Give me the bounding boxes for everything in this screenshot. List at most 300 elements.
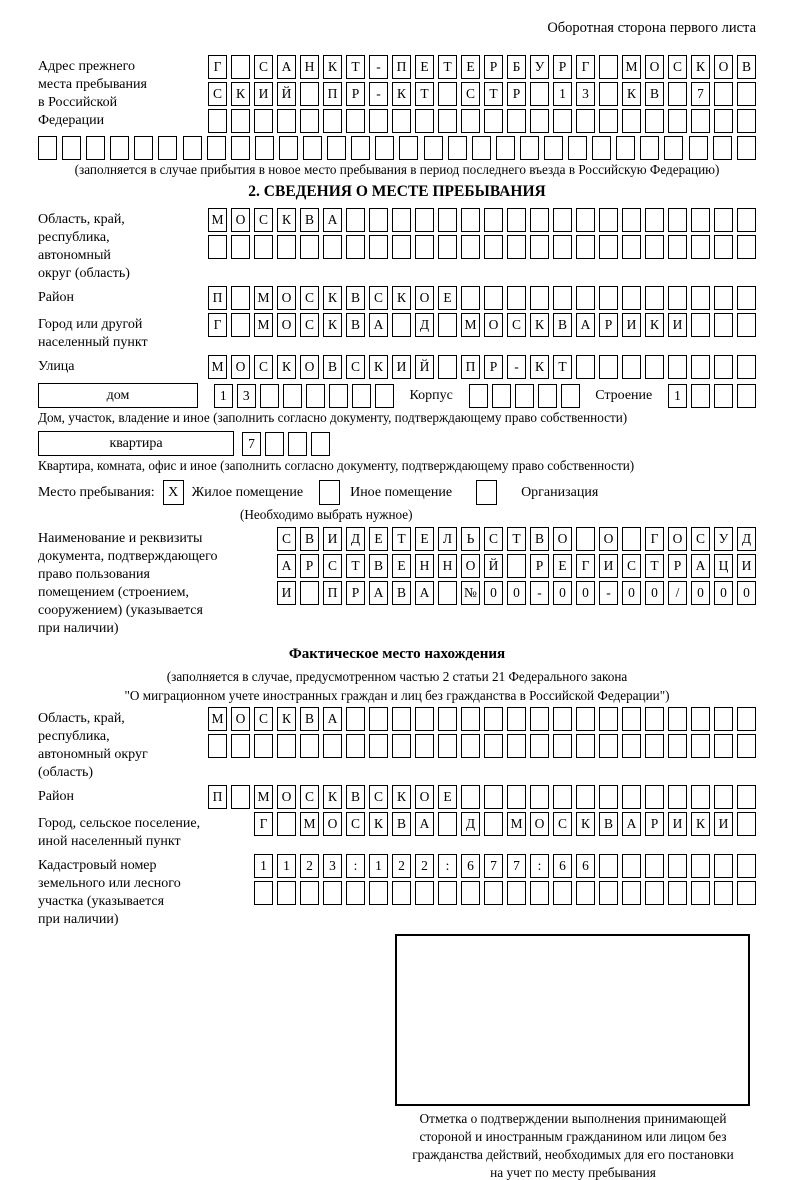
char-cell[interactable] (484, 881, 503, 905)
char-cell[interactable]: Р (599, 313, 618, 337)
char-cell[interactable] (438, 707, 457, 731)
char-cell[interactable] (392, 313, 411, 337)
char-cell[interactable]: О (553, 527, 572, 551)
char-cell[interactable]: Р (484, 355, 503, 379)
char-cell[interactable] (599, 109, 618, 133)
char-cell[interactable] (622, 707, 641, 731)
char-cell[interactable]: 1 (668, 384, 687, 408)
char-cell[interactable] (645, 854, 664, 878)
char-cell[interactable]: С (622, 554, 641, 578)
char-cell[interactable] (86, 136, 105, 160)
char-cell[interactable]: П (208, 286, 227, 310)
char-cell[interactable]: - (369, 82, 388, 106)
char-cell[interactable] (691, 235, 710, 259)
char-cell[interactable] (713, 136, 732, 160)
char-cell[interactable]: В (300, 208, 319, 232)
char-cell[interactable]: А (691, 554, 710, 578)
char-cell[interactable] (323, 235, 342, 259)
char-cell[interactable] (300, 734, 319, 758)
char-cell[interactable]: Д (415, 313, 434, 337)
char-cell[interactable] (438, 235, 457, 259)
char-cell[interactable] (438, 581, 457, 605)
char-cell[interactable]: С (254, 55, 273, 79)
char-cell[interactable] (576, 707, 595, 731)
char-cell[interactable]: О (231, 707, 250, 731)
char-cell[interactable] (645, 881, 664, 905)
char-cell[interactable] (231, 109, 250, 133)
char-cell[interactable] (691, 707, 710, 731)
char-cell[interactable]: С (507, 313, 526, 337)
char-cell[interactable] (645, 286, 664, 310)
char-cell[interactable]: В (392, 581, 411, 605)
char-cell[interactable]: 1 (214, 384, 233, 408)
char-cell[interactable] (424, 136, 443, 160)
char-cell[interactable] (691, 785, 710, 809)
char-cell[interactable] (576, 527, 595, 551)
char-cell[interactable] (507, 881, 526, 905)
char-cell[interactable] (492, 384, 511, 408)
char-cell[interactable] (346, 881, 365, 905)
char-cell[interactable]: 2 (415, 854, 434, 878)
char-cell[interactable]: К (530, 313, 549, 337)
char-cell[interactable] (415, 734, 434, 758)
char-cell[interactable]: Г (645, 527, 664, 551)
char-cell[interactable]: Й (415, 355, 434, 379)
char-cell[interactable]: В (323, 355, 342, 379)
char-cell[interactable] (714, 734, 733, 758)
char-cell[interactable]: К (323, 55, 342, 79)
char-cell[interactable] (392, 109, 411, 133)
char-cell[interactable]: Т (553, 355, 572, 379)
char-cell[interactable] (622, 734, 641, 758)
char-cell[interactable]: К (323, 286, 342, 310)
char-cell[interactable] (622, 881, 641, 905)
char-cell[interactable] (260, 384, 279, 408)
char-cell[interactable] (448, 136, 467, 160)
char-cell[interactable]: В (346, 313, 365, 337)
char-cell[interactable] (530, 881, 549, 905)
char-cell[interactable] (415, 881, 434, 905)
char-cell[interactable] (737, 785, 756, 809)
char-cell[interactable]: А (369, 313, 388, 337)
char-cell[interactable]: 0 (622, 581, 641, 605)
char-cell[interactable] (553, 235, 572, 259)
char-cell[interactable]: М (622, 55, 641, 79)
char-cell[interactable] (277, 235, 296, 259)
char-cell[interactable] (300, 109, 319, 133)
checkbox-other-premises[interactable] (319, 480, 340, 505)
char-cell[interactable] (231, 136, 250, 160)
char-cell[interactable]: Р (300, 554, 319, 578)
char-cell[interactable] (346, 109, 365, 133)
char-cell[interactable]: И (599, 554, 618, 578)
char-cell[interactable]: О (668, 527, 687, 551)
char-cell[interactable] (352, 384, 371, 408)
char-cell[interactable] (231, 734, 250, 758)
char-cell[interactable] (507, 286, 526, 310)
char-cell[interactable] (461, 286, 480, 310)
char-cell[interactable] (599, 707, 618, 731)
char-cell[interactable]: А (415, 812, 434, 836)
char-cell[interactable] (399, 136, 418, 160)
char-cell[interactable] (737, 313, 756, 337)
char-cell[interactable] (507, 785, 526, 809)
char-cell[interactable]: К (277, 707, 296, 731)
char-cell[interactable]: 6 (461, 854, 480, 878)
char-cell[interactable] (645, 785, 664, 809)
char-cell[interactable] (530, 785, 549, 809)
char-cell[interactable]: В (300, 527, 319, 551)
char-cell[interactable]: 7 (484, 854, 503, 878)
char-cell[interactable]: Г (576, 554, 595, 578)
char-cell[interactable] (438, 881, 457, 905)
char-cell[interactable]: И (714, 812, 733, 836)
char-cell[interactable]: Й (277, 82, 296, 106)
char-cell[interactable] (599, 881, 618, 905)
char-cell[interactable]: Е (438, 785, 457, 809)
char-cell[interactable] (279, 136, 298, 160)
char-cell[interactable]: С (484, 527, 503, 551)
char-cell[interactable] (520, 136, 539, 160)
char-cell[interactable]: А (622, 812, 641, 836)
char-cell[interactable]: В (530, 527, 549, 551)
char-cell[interactable]: К (576, 812, 595, 836)
char-cell[interactable]: С (369, 286, 388, 310)
char-cell[interactable] (507, 707, 526, 731)
char-cell[interactable]: 7 (507, 854, 526, 878)
char-cell[interactable] (737, 734, 756, 758)
char-cell[interactable] (346, 734, 365, 758)
char-cell[interactable] (110, 136, 129, 160)
char-cell[interactable]: Р (668, 554, 687, 578)
char-cell[interactable] (208, 734, 227, 758)
char-cell[interactable]: Р (346, 581, 365, 605)
char-cell[interactable] (208, 235, 227, 259)
char-cell[interactable]: А (415, 581, 434, 605)
char-cell[interactable]: К (392, 785, 411, 809)
char-cell[interactable] (484, 734, 503, 758)
char-cell[interactable] (369, 707, 388, 731)
char-cell[interactable] (208, 109, 227, 133)
char-cell[interactable]: О (277, 313, 296, 337)
char-cell[interactable] (461, 881, 480, 905)
char-cell[interactable]: В (300, 707, 319, 731)
char-cell[interactable] (668, 734, 687, 758)
char-cell[interactable]: Г (208, 313, 227, 337)
char-cell[interactable] (461, 785, 480, 809)
char-cell[interactable]: 1 (254, 854, 273, 878)
char-cell[interactable] (576, 785, 595, 809)
char-cell[interactable]: Р (346, 82, 365, 106)
char-cell[interactable] (714, 785, 733, 809)
char-cell[interactable] (300, 881, 319, 905)
char-cell[interactable] (300, 82, 319, 106)
char-cell[interactable] (438, 109, 457, 133)
char-cell[interactable] (351, 136, 370, 160)
char-cell[interactable]: О (415, 286, 434, 310)
char-cell[interactable] (689, 136, 708, 160)
char-cell[interactable] (369, 109, 388, 133)
char-cell[interactable]: О (645, 55, 664, 79)
char-cell[interactable]: М (208, 707, 227, 731)
char-cell[interactable] (714, 707, 733, 731)
char-cell[interactable] (507, 208, 526, 232)
char-cell[interactable]: Е (461, 55, 480, 79)
char-cell[interactable] (530, 109, 549, 133)
char-cell[interactable] (484, 286, 503, 310)
char-cell[interactable] (714, 82, 733, 106)
char-cell[interactable] (392, 734, 411, 758)
char-cell[interactable]: К (691, 55, 710, 79)
char-cell[interactable]: С (300, 785, 319, 809)
char-cell[interactable]: С (300, 313, 319, 337)
char-cell[interactable]: - (507, 355, 526, 379)
char-cell[interactable]: 7 (242, 432, 261, 456)
char-cell[interactable]: В (369, 554, 388, 578)
char-cell[interactable] (283, 384, 302, 408)
char-cell[interactable] (714, 881, 733, 905)
char-cell[interactable] (375, 384, 394, 408)
char-cell[interactable] (415, 235, 434, 259)
char-cell[interactable]: - (369, 55, 388, 79)
char-cell[interactable] (691, 109, 710, 133)
char-cell[interactable] (691, 286, 710, 310)
char-cell[interactable] (714, 286, 733, 310)
char-cell[interactable] (392, 208, 411, 232)
char-cell[interactable] (415, 208, 434, 232)
char-cell[interactable]: М (208, 355, 227, 379)
char-cell[interactable] (231, 313, 250, 337)
char-cell[interactable] (277, 812, 296, 836)
char-cell[interactable] (599, 854, 618, 878)
char-cell[interactable] (438, 208, 457, 232)
char-cell[interactable] (375, 136, 394, 160)
char-cell[interactable] (622, 527, 641, 551)
char-cell[interactable]: С (254, 707, 273, 731)
char-cell[interactable]: К (277, 355, 296, 379)
char-cell[interactable]: Р (645, 812, 664, 836)
char-cell[interactable] (668, 881, 687, 905)
char-cell[interactable]: К (369, 812, 388, 836)
char-cell[interactable]: О (599, 527, 618, 551)
char-cell[interactable] (599, 785, 618, 809)
char-cell[interactable] (622, 785, 641, 809)
char-cell[interactable]: 2 (300, 854, 319, 878)
char-cell[interactable]: М (254, 313, 273, 337)
char-cell[interactable] (622, 854, 641, 878)
char-cell[interactable] (645, 235, 664, 259)
char-cell[interactable]: 0 (714, 581, 733, 605)
char-cell[interactable]: О (461, 554, 480, 578)
char-cell[interactable]: В (737, 55, 756, 79)
char-cell[interactable]: П (392, 55, 411, 79)
checkbox-residential[interactable]: X (163, 480, 184, 505)
char-cell[interactable] (645, 355, 664, 379)
char-cell[interactable] (484, 707, 503, 731)
char-cell[interactable]: М (254, 286, 273, 310)
char-cell[interactable]: 0 (576, 581, 595, 605)
char-cell[interactable] (737, 82, 756, 106)
char-cell[interactable]: 0 (484, 581, 503, 605)
char-cell[interactable] (255, 136, 274, 160)
char-cell[interactable]: Т (438, 55, 457, 79)
char-cell[interactable] (530, 707, 549, 731)
char-cell[interactable] (38, 136, 57, 160)
char-cell[interactable] (484, 208, 503, 232)
char-cell[interactable]: И (668, 812, 687, 836)
char-cell[interactable]: Т (346, 554, 365, 578)
char-cell[interactable]: О (484, 313, 503, 337)
char-cell[interactable]: М (254, 785, 273, 809)
char-cell[interactable] (737, 109, 756, 133)
char-cell[interactable] (576, 881, 595, 905)
char-cell[interactable] (622, 355, 641, 379)
char-cell[interactable] (668, 286, 687, 310)
char-cell[interactable] (576, 235, 595, 259)
char-cell[interactable]: Е (415, 527, 434, 551)
char-cell[interactable] (530, 82, 549, 106)
char-cell[interactable] (303, 136, 322, 160)
char-cell[interactable] (645, 707, 664, 731)
char-cell[interactable] (599, 235, 618, 259)
char-cell[interactable] (461, 734, 480, 758)
char-cell[interactable] (691, 854, 710, 878)
char-cell[interactable]: К (691, 812, 710, 836)
char-cell[interactable] (231, 55, 250, 79)
char-cell[interactable]: 1 (553, 82, 572, 106)
char-cell[interactable]: Н (438, 554, 457, 578)
char-cell[interactable] (438, 355, 457, 379)
char-cell[interactable] (277, 109, 296, 133)
char-cell[interactable] (576, 286, 595, 310)
char-cell[interactable] (714, 313, 733, 337)
char-cell[interactable] (668, 854, 687, 878)
char-cell[interactable] (553, 109, 572, 133)
char-cell[interactable] (306, 384, 325, 408)
char-cell[interactable]: Т (645, 554, 664, 578)
char-cell[interactable] (158, 136, 177, 160)
char-cell[interactable]: 2 (392, 854, 411, 878)
char-cell[interactable] (369, 881, 388, 905)
char-cell[interactable] (507, 235, 526, 259)
char-cell[interactable]: Т (507, 527, 526, 551)
char-cell[interactable] (484, 235, 503, 259)
char-cell[interactable]: 0 (737, 581, 756, 605)
char-cell[interactable]: 3 (323, 854, 342, 878)
char-cell[interactable] (668, 82, 687, 106)
char-cell[interactable] (484, 812, 503, 836)
char-cell[interactable] (329, 384, 348, 408)
char-cell[interactable]: 1 (369, 854, 388, 878)
char-cell[interactable]: О (277, 286, 296, 310)
char-cell[interactable]: Ц (714, 554, 733, 578)
char-cell[interactable] (668, 707, 687, 731)
char-cell[interactable]: 0 (691, 581, 710, 605)
char-cell[interactable] (288, 432, 307, 456)
char-cell[interactable] (737, 881, 756, 905)
char-cell[interactable] (576, 208, 595, 232)
char-cell[interactable]: Р (530, 554, 549, 578)
char-cell[interactable]: И (622, 313, 641, 337)
char-cell[interactable] (622, 286, 641, 310)
char-cell[interactable] (553, 785, 572, 809)
char-cell[interactable]: Л (438, 527, 457, 551)
char-cell[interactable] (668, 355, 687, 379)
char-cell[interactable]: А (369, 581, 388, 605)
char-cell[interactable]: М (507, 812, 526, 836)
char-cell[interactable]: С (323, 554, 342, 578)
char-cell[interactable] (496, 136, 515, 160)
char-cell[interactable]: Р (507, 82, 526, 106)
char-cell[interactable]: И (737, 554, 756, 578)
char-cell[interactable] (737, 355, 756, 379)
char-cell[interactable] (327, 136, 346, 160)
char-cell[interactable] (561, 384, 580, 408)
char-cell[interactable] (231, 235, 250, 259)
char-cell[interactable]: А (277, 55, 296, 79)
char-cell[interactable] (737, 812, 756, 836)
char-cell[interactable]: Е (369, 527, 388, 551)
char-cell[interactable]: К (530, 355, 549, 379)
char-cell[interactable] (576, 109, 595, 133)
char-cell[interactable]: Ь (461, 527, 480, 551)
char-cell[interactable]: 1 (277, 854, 296, 878)
char-cell[interactable]: 0 (645, 581, 664, 605)
char-cell[interactable] (346, 707, 365, 731)
char-cell[interactable] (461, 235, 480, 259)
char-cell[interactable]: Р (553, 55, 572, 79)
char-cell[interactable]: - (599, 581, 618, 605)
char-cell[interactable] (668, 109, 687, 133)
char-cell[interactable]: С (553, 812, 572, 836)
char-cell[interactable]: В (645, 82, 664, 106)
char-cell[interactable]: 0 (553, 581, 572, 605)
char-cell[interactable]: А (576, 313, 595, 337)
char-cell[interactable] (530, 734, 549, 758)
char-cell[interactable] (254, 235, 273, 259)
char-cell[interactable] (277, 734, 296, 758)
char-cell[interactable]: С (461, 82, 480, 106)
char-cell[interactable] (461, 707, 480, 731)
char-cell[interactable]: У (714, 527, 733, 551)
char-cell[interactable] (568, 136, 587, 160)
char-cell[interactable]: / (668, 581, 687, 605)
char-cell[interactable] (438, 812, 457, 836)
char-cell[interactable]: В (599, 812, 618, 836)
char-cell[interactable] (668, 235, 687, 259)
char-cell[interactable] (438, 313, 457, 337)
char-cell[interactable] (622, 208, 641, 232)
char-cell[interactable]: Д (346, 527, 365, 551)
char-cell[interactable]: : (530, 854, 549, 878)
char-cell[interactable]: Е (392, 554, 411, 578)
char-cell[interactable]: Н (415, 554, 434, 578)
char-cell[interactable] (714, 208, 733, 232)
char-cell[interactable]: И (323, 527, 342, 551)
char-cell[interactable] (576, 355, 595, 379)
char-cell[interactable] (737, 707, 756, 731)
char-cell[interactable]: Д (737, 527, 756, 551)
char-cell[interactable] (640, 136, 659, 160)
char-cell[interactable] (346, 235, 365, 259)
char-cell[interactable] (323, 109, 342, 133)
char-cell[interactable]: В (392, 812, 411, 836)
char-cell[interactable] (392, 881, 411, 905)
char-cell[interactable] (254, 109, 273, 133)
char-cell[interactable]: К (645, 313, 664, 337)
char-cell[interactable] (714, 109, 733, 133)
char-cell[interactable] (231, 785, 250, 809)
